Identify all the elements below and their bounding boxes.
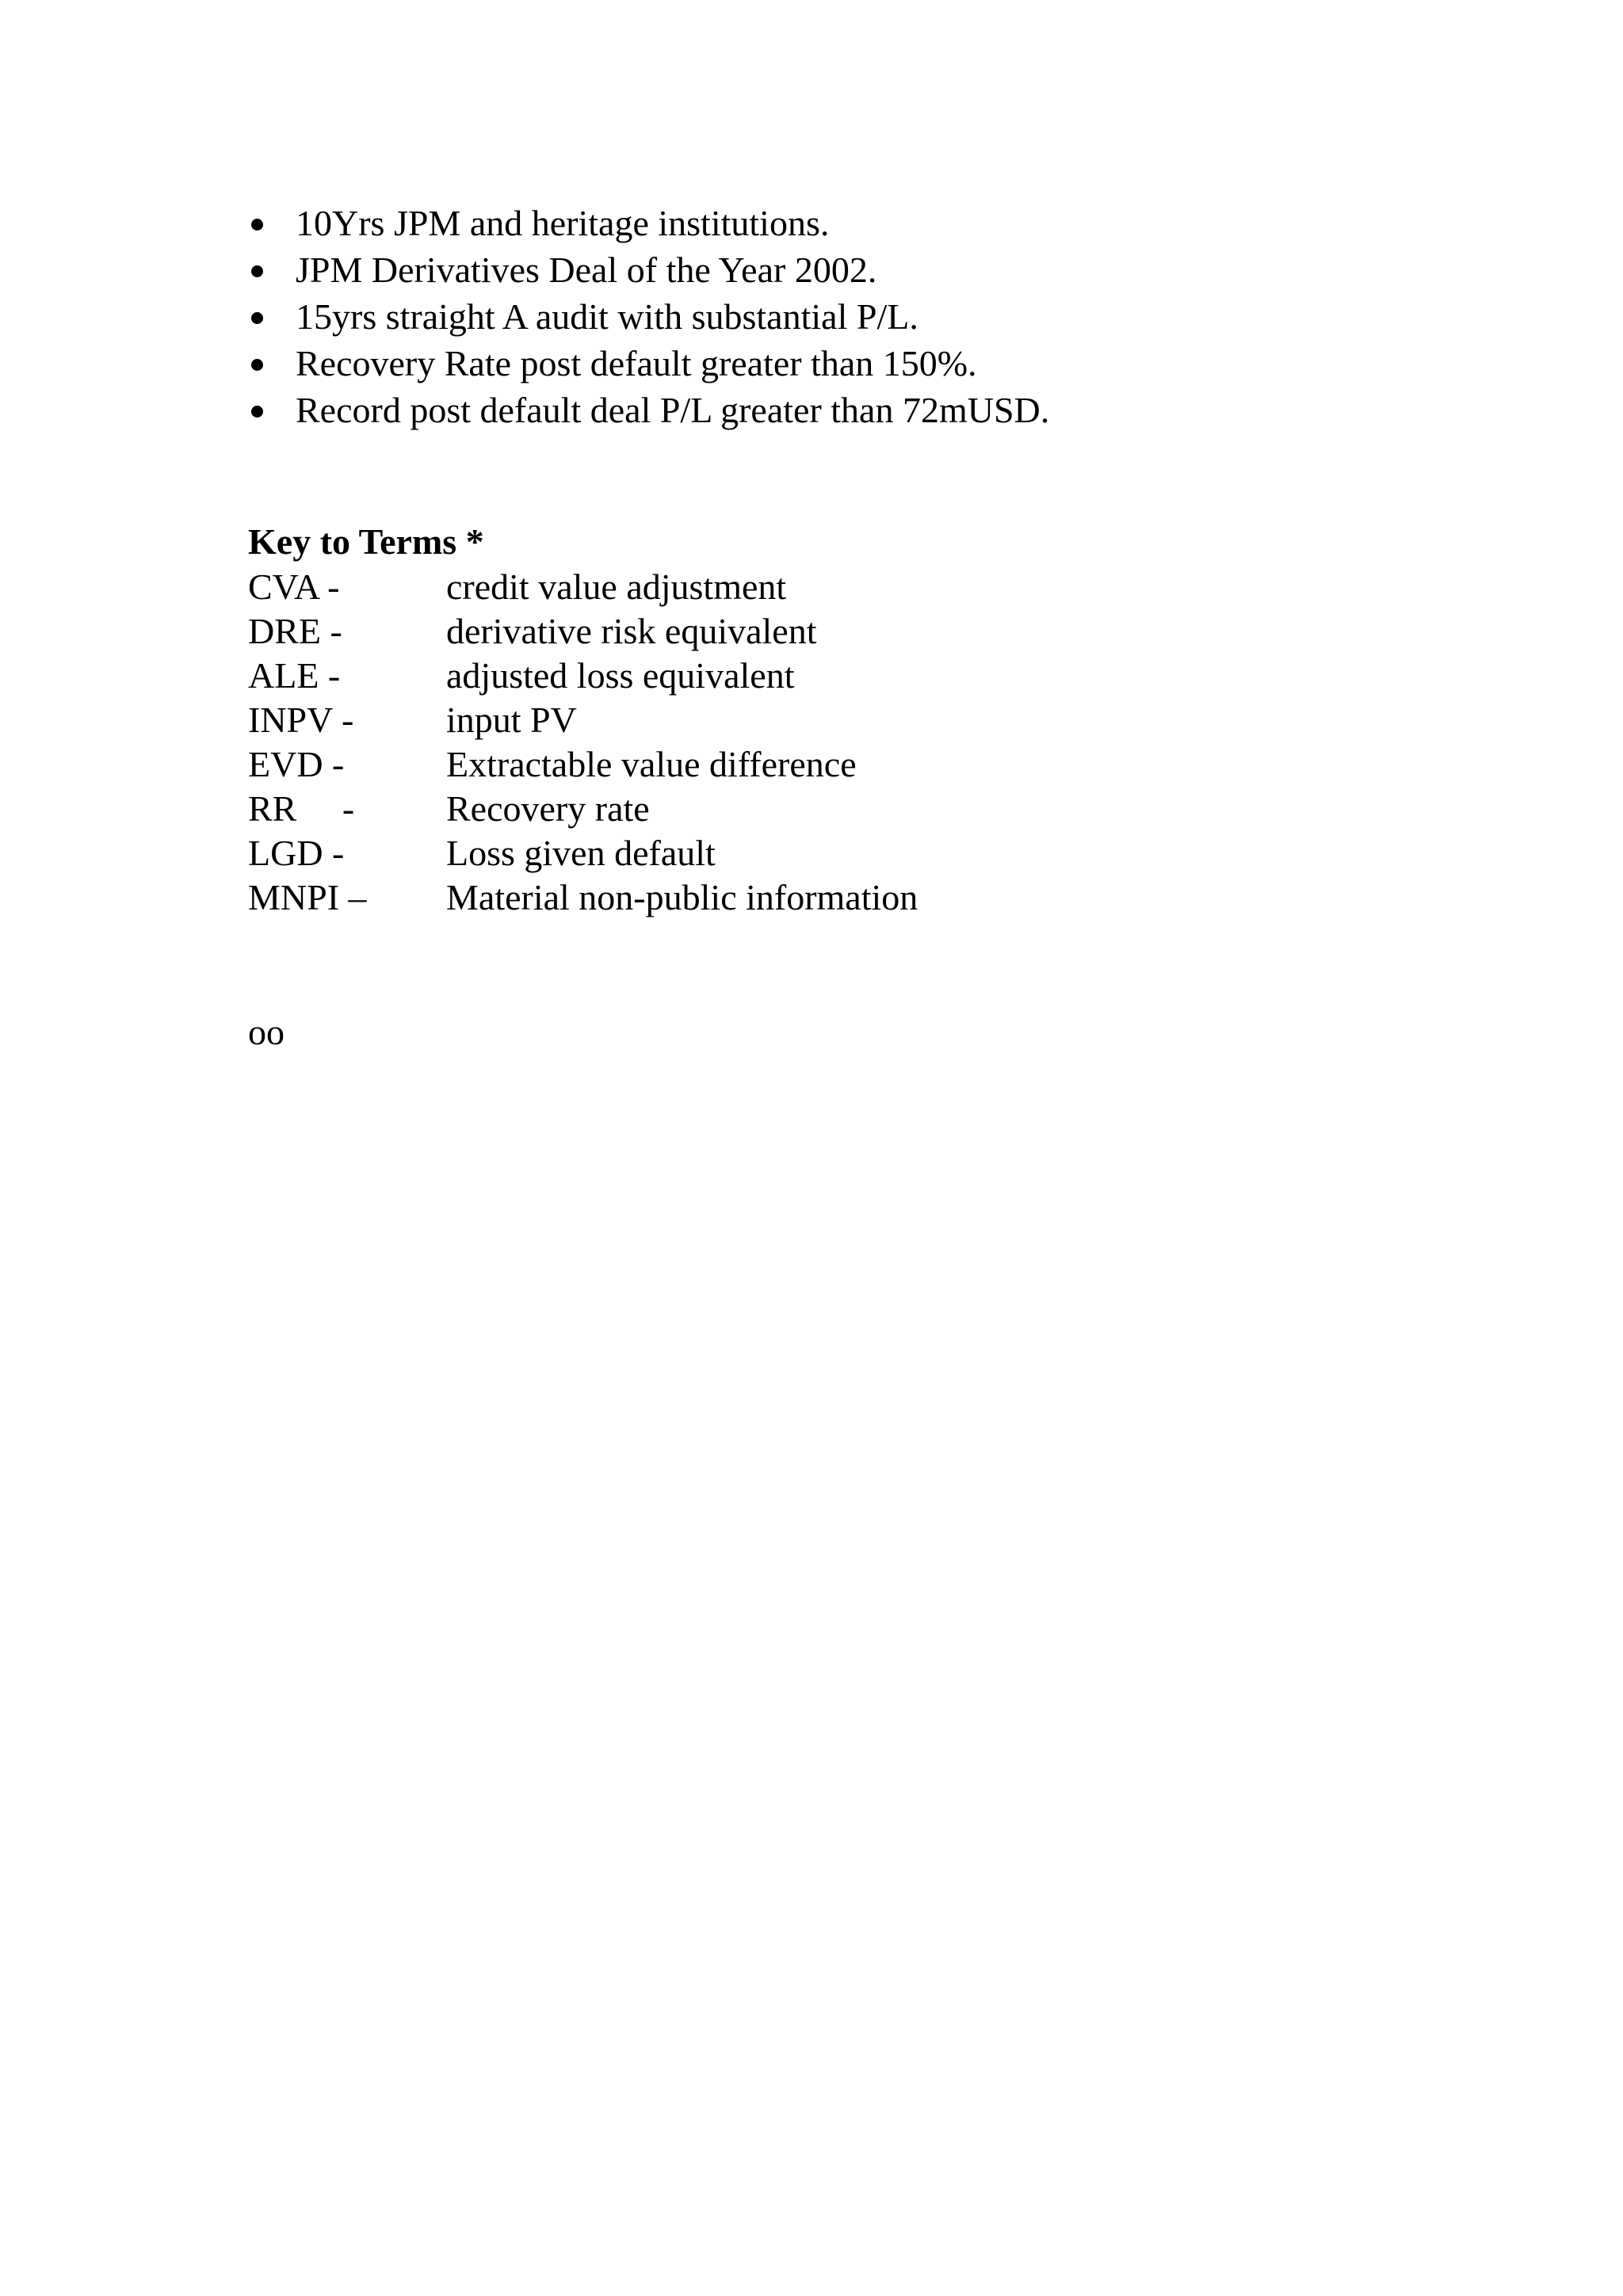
term-abbreviation: ALE - — [248, 655, 341, 696]
footer-text: oo — [248, 1012, 285, 1052]
highlight-text: JPM Derivatives Deal of the Year 2002. — [296, 250, 877, 290]
term-abbreviation: DRE - — [248, 611, 342, 651]
highlight-text: Recovery Rate post default greater than 150%. — [296, 343, 977, 383]
bullet-icon — [251, 219, 263, 231]
term-abbreviation: EVD - — [248, 744, 345, 784]
highlight-text: 10Yrs JPM and heritage institutions. — [296, 203, 830, 243]
term-definition: Recovery rate — [446, 788, 650, 829]
term-definition: Extractable value difference — [446, 744, 857, 784]
term-abbreviation: CVA - — [248, 566, 340, 607]
term-abbreviation: INPV - — [248, 700, 354, 740]
term-definition: input PV — [446, 700, 577, 740]
term-definition: credit value adjustment — [446, 566, 787, 607]
term-definition: Material non-public information — [446, 877, 918, 917]
highlight-text: Record post default deal P/L greater than 72mUSD. — [296, 390, 1050, 430]
key-to-terms-heading: Key to Terms * — [248, 521, 484, 562]
bullet-icon — [251, 359, 263, 371]
term-abbreviation: MNPI – — [248, 877, 367, 917]
term-definition: adjusted loss equivalent — [446, 655, 795, 696]
bullet-icon — [251, 406, 263, 418]
bullet-icon — [251, 312, 263, 324]
highlight-text: 15yrs straight A audit with substantial P/L. — [296, 296, 918, 337]
term-abbreviation: RR - — [248, 788, 355, 829]
term-definition: derivative risk equivalent — [446, 611, 817, 651]
term-abbreviation: LGD - — [248, 833, 345, 873]
term-definition: Loss given default — [446, 833, 716, 873]
bullet-icon — [251, 265, 263, 277]
